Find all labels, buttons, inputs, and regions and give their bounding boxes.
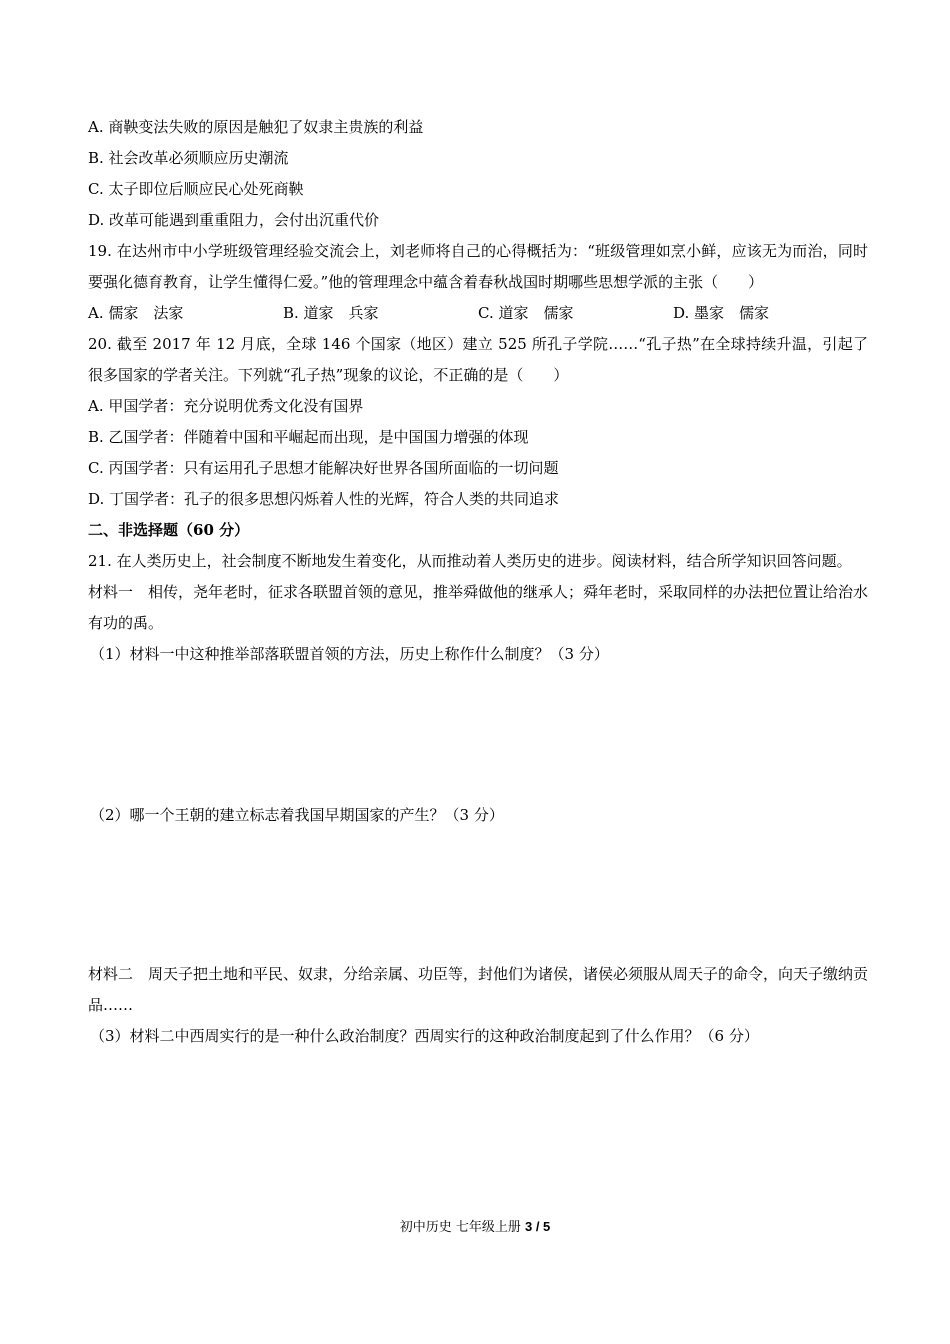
q19-stem: 19. 在达州市中小学班级管理经验交流会上，刘老师将自己的心得概括为：“班级管理如烹小鲜，应该无为而治，同时要强化德育教育，让学生懂得仁爱。”他的管理理念中蕴含着春秋战国时期哪些思想学派的主张（ ） <box>88 242 868 291</box>
section-title: 二、非选择题（60 分） <box>88 521 250 539</box>
answer-space-1 <box>88 670 868 800</box>
q18-option-d: D. 改革可能遇到重重阻力，会付出沉重代价 <box>88 211 380 229</box>
q18-option-a: A. 商鞅变法失败的原因是触犯了奴隶主贵族的利益 <box>88 118 424 136</box>
q20-stem: 20. 截至 2017 年 12 月底，全球 146 个国家（地区）建立 525 所孔子学院……“孔子热”在全球持续升温，引起了很多国家的学者关注。下列就“孔子热”现象的议论，不正确的是（ ） <box>88 335 868 384</box>
q19-option-b: B. 道家 兵家 <box>283 304 379 322</box>
q18-option-c: C. 太子即位后顺应民心处死商鞅 <box>88 180 304 198</box>
q21-subquestion-2: （2）哪一个王朝的建立标志着我国早期国家的产生？（3 分） <box>90 806 504 824</box>
page-footer <box>0 1216 950 1235</box>
page-number: 3 / 5 <box>524 1219 551 1234</box>
q21-material-1: 材料一 相传，尧年老时，征求各联盟首领的意见，推举舜做他的继承人；舜年老时，采取同样的办法把位置让给治水有功的禹。 <box>88 583 869 632</box>
q18-option-b: B. 社会改革必须顺应历史潮流 <box>88 149 289 167</box>
q20-option-b: B. 乙国学者：伴随着中国和平崛起而出现，是中国国力增强的体现 <box>88 428 529 446</box>
q19-option-d: D. 墨家 儒家 <box>673 304 770 322</box>
answer-space-2 <box>88 831 868 959</box>
q21-stem: 21. 在人类历史上，社会制度不断地发生着变化，从而推动着人类历史的进步。阅读材料，结合所学知识回答问题。 <box>88 552 852 570</box>
footer-label: 初中历史 七年级上册 <box>399 1220 525 1235</box>
q19-option-a: A. 儒家 法家 <box>88 304 184 322</box>
q21-material-2: 材料二 周天子把土地和平民、奴隶，分给亲属、功臣等，封他们为诸侯，诸侯必须服从周天子的命令，向天子缴纳贡品…… <box>88 965 869 1014</box>
exam-page <box>88 112 868 1052</box>
q19-option-c: C. 道家 儒家 <box>478 304 574 322</box>
q19-options <box>88 298 868 329</box>
q20-option-c: C. 丙国学者：只有运用孔子思想才能解决好世界各国所面临的一切问题 <box>88 459 559 477</box>
q20-option-a: A. 甲国学者：充分说明优秀文化没有国界 <box>88 397 364 415</box>
q20-option-d: D. 丁国学者：孔子的很多思想闪烁着人性的光辉，符合人类的共同追求 <box>88 490 560 508</box>
q21-subquestion-1: （1）材料一中这种推举部落联盟首领的方法，历史上称作什么制度？（3 分） <box>90 645 609 663</box>
q21-subquestion-3: （3）材料二中西周实行的是一种什么政治制度？西周实行的这种政治制度起到了什么作用？（6 分） <box>90 1027 759 1045</box>
